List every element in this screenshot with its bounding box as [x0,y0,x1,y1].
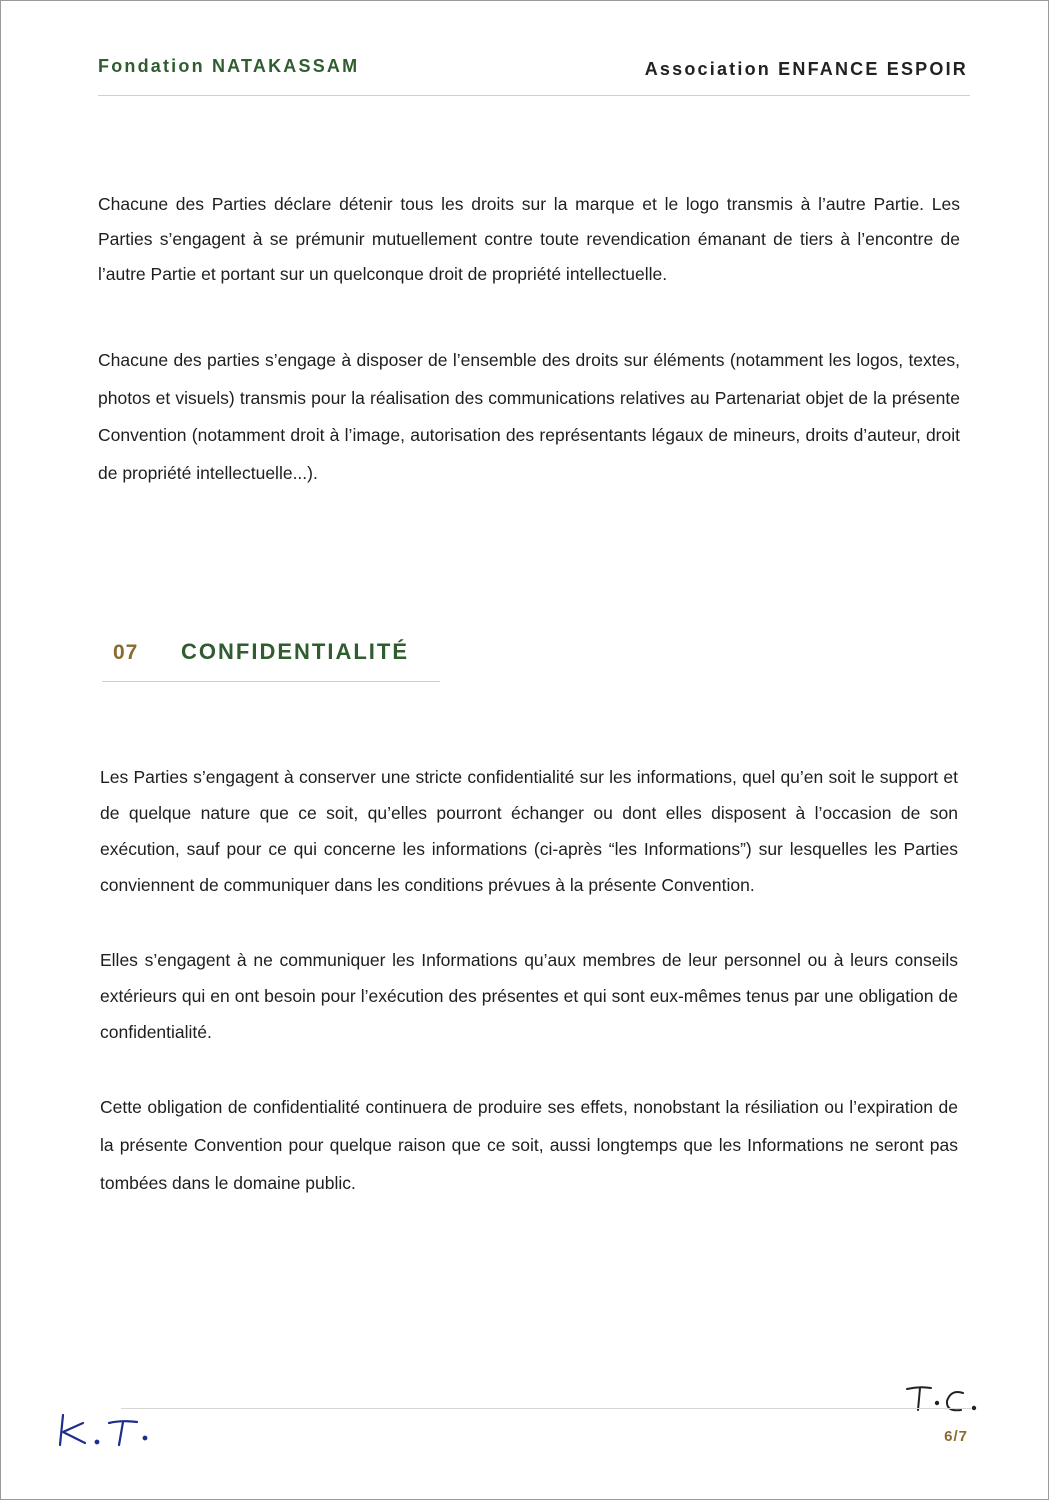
section-divider [102,681,440,682]
header-organization-right: Association ENFANCE ESPOIR [644,59,968,79]
section-title: CONFIDENTIALITÉ [181,639,409,664]
section-paragraph-3: Cette obligation de confidentialité continuera de produire ses effets, nonobstant la résiliation ou l’expiration de la présente Convention pour quelque raison que ce soit, aussi longtemps que les Informations ne seront pas tombées dans le domaine public. [100,1097,958,1193]
header-divider [98,95,970,96]
section-number: 07 [113,641,139,664]
handwritten-initials-left [53,1401,163,1457]
section-paragraph-2: Elles s’engagent à ne communiquer les Informations qu’aux membres de leur personnel ou à leurs conseils extérieurs qui en ont besoin pour l’exécution des présentes et qui sont eux-mêmes tenus par une obligation de confidentialité. [100,950,958,1042]
intro-paragraph-1: Chacune des Parties déclare détenir tous les droits sur la marque et le logo transmis à l’autre Partie. Les Parties s’engagent à se prémunir mutuellement contre toute revendication émanant de tiers à l’encontre de l’autre Partie et portant sur un quelconque droit de propriété intellectuelle. [98,194,960,284]
handwritten-initials-right [901,1379,981,1423]
section-paragraph-1: Les Parties s’engagent à conserver une stricte confidentialité sur les informations, quel qu’en soit le support et de quelque nature que ce soit, qu’elles pourront échanger ou dont elles disposent à l’occasion de son exécution, sauf pour ce qui concerne les informations (ci-après “les Informations”) sur lesquelles les Parties conviennent de communiquer dans les conditions prévues à la présente Convention. [100,767,958,895]
footer-divider [121,1408,971,1409]
header-organization-left: Fondation NATAKASSAM [98,56,360,76]
intro-paragraph-2: Chacune des parties s’engage à disposer de l’ensemble des droits sur éléments (notamment les logos, textes, photos et visuels) transmis pour la réalisation des communications relatives au Partenariat objet de la présente Convention (notamment droit à l’image, autorisation des représentants légaux de mineurs, droits d’auteur, droit de propriété intellectuelle...). [98,350,960,483]
page-number: 6/7 [944,1428,968,1445]
